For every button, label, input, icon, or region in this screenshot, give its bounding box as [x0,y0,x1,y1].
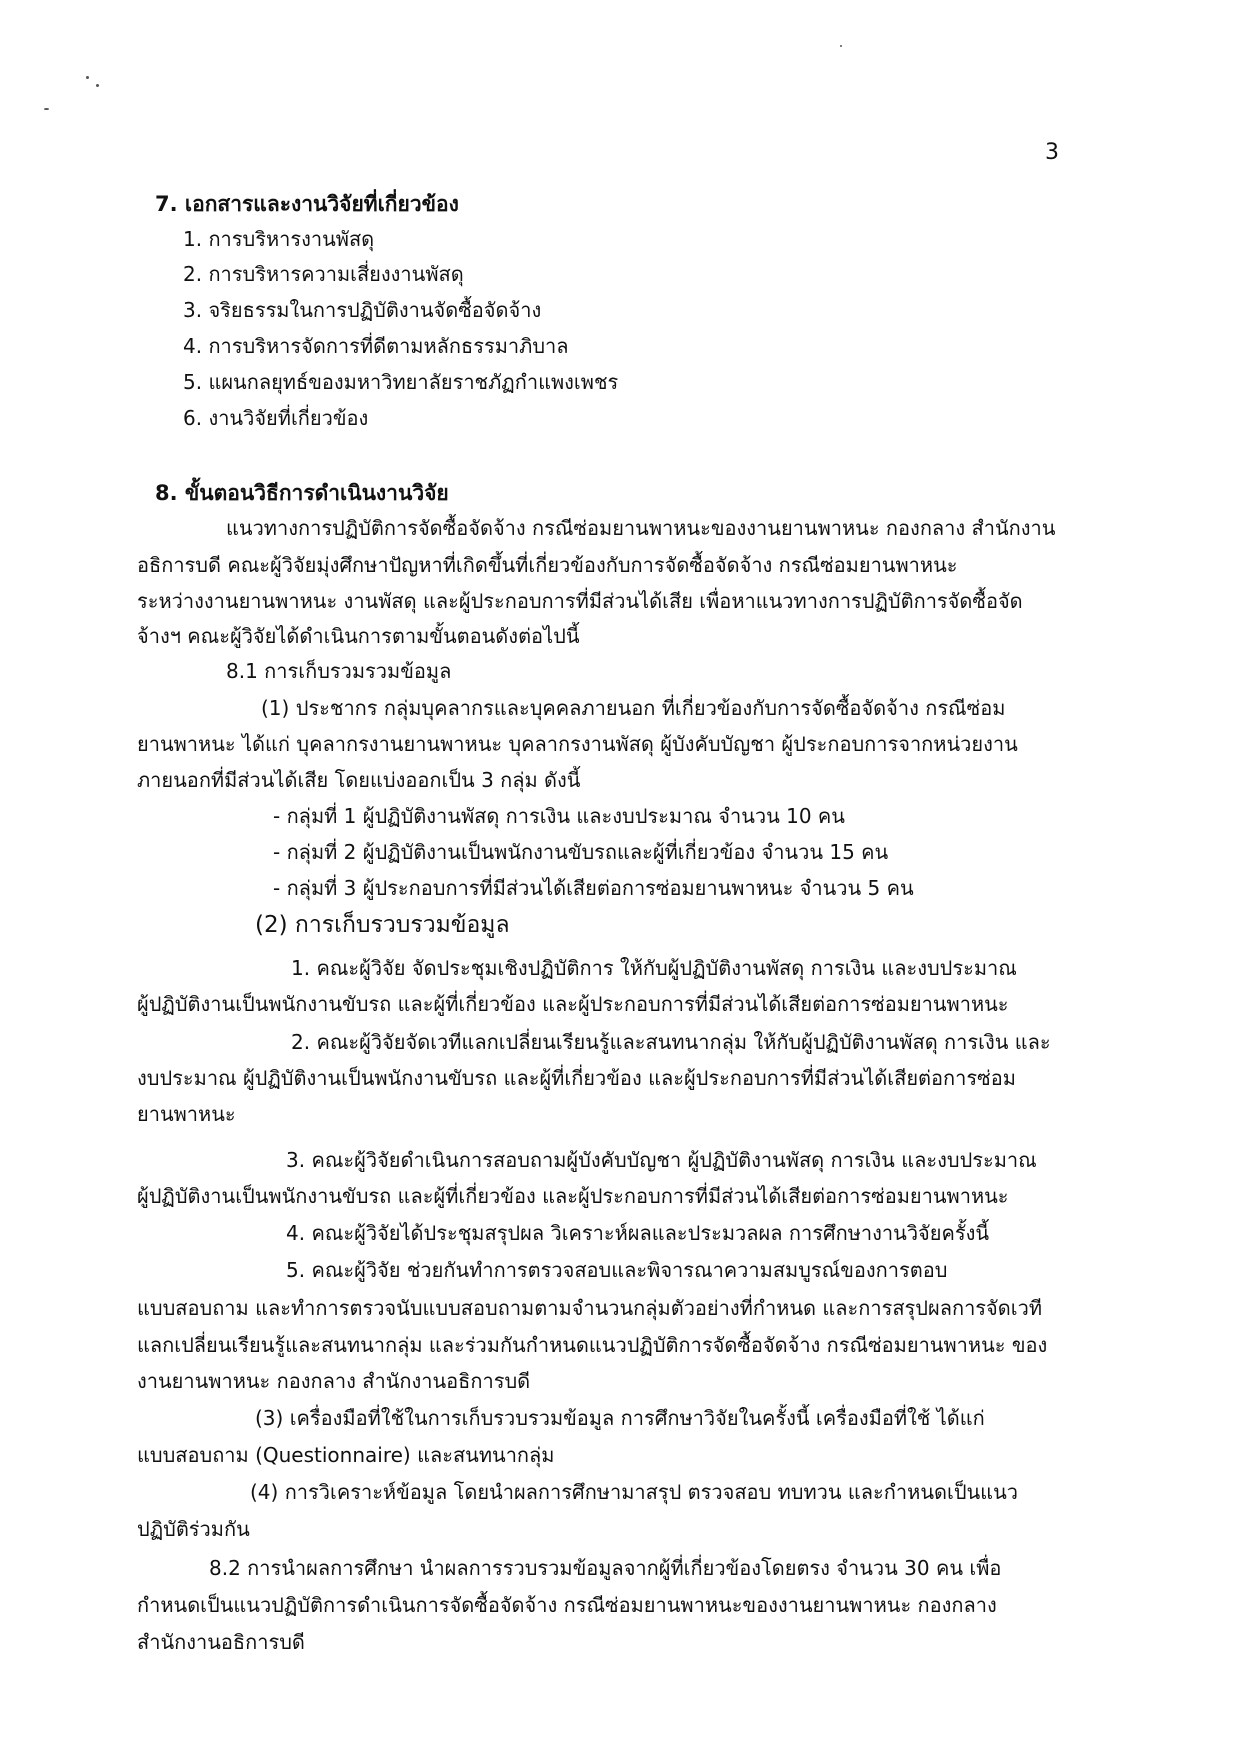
section-7-item: 3. จริยธรรมในการปฏิบัติงานจัดซื้อจัดจ้าง [183,298,542,322]
scan-speck [44,108,49,110]
data-collection-step: 3. คณะผู้วิจัยดำเนินการสอบถามผู้บังคับบัญชา ผู้ปฏิบัติงานพัสดุ การเงิน และงบประมาณ [286,1148,1037,1172]
data-collection-title: (2) การเก็บรวบรวมข้อมูล [255,912,510,938]
data-collection-step: ยานพาหนะ [137,1102,236,1126]
section-7-item: 5. แผนกลยุทธ์ของมหาวิทยาลัยราชภัฏกำแพงเพชร [183,370,619,394]
group-item: - กลุ่มที่ 3 ผู้ประกอบการที่มีส่วนได้เสียต่อการซ่อมยานพาหนะ จำนวน 5 คน [273,876,914,900]
data-collection-step: 1. คณะผู้วิจัย จัดประชุมเชิงปฏิบัติการ ให้กับผู้ปฏิบัติงานพัสดุ การเงิน และงบประมาณ [291,956,1017,980]
group-item: - กลุ่มที่ 1 ผู้ปฏิบัติงานพัสดุ การเงิน และงบประมาณ จำนวน 10 คน [273,804,845,828]
scan-speck [840,45,842,47]
scan-speck [86,76,89,79]
data-collection-step: 2. คณะผู้วิจัยจัดเวทีแลกเปลี่ยนเรียนรู้และสนทนากลุ่ม ให้กับผู้ปฏิบัติงานพัสดุ การเงิน และ [291,1030,1051,1054]
section-7-item: 6. งานวิจัยที่เกี่ยวข้อง [183,406,369,430]
group-item: - กลุ่มที่ 2 ผู้ปฏิบัติงานเป็นพนักงานขับรถและผู้ที่เกี่ยวข้อง จำนวน 15 คน [273,840,889,864]
data-collection-step: 5. คณะผู้วิจัย ช่วยกันทำการตรวจสอบและพิจารณาความสมบูรณ์ของการตอบ [286,1258,948,1282]
section-7-item: 1. การบริหารงานพัสดุ [183,227,375,251]
page-number: 3 [1045,140,1059,165]
section-7-item: 4. การบริหารจัดการที่ดีตามหลักธรรมาภิบาล [183,334,569,358]
section-8-heading: 8. ขั้นตอนวิธีการดำเนินงานวิจัย [155,481,449,505]
population-line: ภายนอกที่มีส่วนได้เสีย โดยแบ่งออกเป็น 3 กลุ่ม ดังนี้ [137,768,581,792]
data-collection-step: ผู้ปฏิบัติงานเป็นพนักงานขับรถ และผู้ที่เกี่ยวข้อง และผู้ประกอบการที่มีส่วนได้เสียต่อการซ่อมยานพาหนะ [137,1184,1009,1208]
scan-speck [96,84,99,87]
tools-line: (3) เครื่องมือที่ใช้ในการเก็บรวบรวมข้อมูล การศึกษาวิจัยในครั้งนี้ เครื่องมือที่ใช้ ได้แก่ [255,1406,985,1430]
section-8-intro-line: อธิการบดี คณะผู้วิจัยมุ่งศึกษาปัญหาที่เกิดขึ้นที่เกี่ยวข้องกับการจัดซื้อจัดจ้าง กรณีซ่อมยานพาหนะ [137,553,958,577]
subsection-8-1-title: 8.1 การเก็บรวมรวมข้อมูล [226,659,452,683]
data-collection-step: แลกเปลี่ยนเรียนรู้และสนทนากลุ่ม และร่วมกันกำหนดแนวปฏิบัติการจัดซื้อจัดจ้าง กรณีซ่อมยานพาหนะ ของ [137,1333,1048,1357]
subsection-8-2-line: กำหนดเป็นแนวปฏิบัติการดำเนินการจัดซื้อจัดจ้าง กรณีซ่อมยานพาหนะของงานยานพาหนะ กองกลาง [137,1593,997,1617]
data-collection-step: งบประมาณ ผู้ปฏิบัติงานเป็นพนักงานขับรถ และผู้ที่เกี่ยวข้อง และผู้ประกอบการที่มีส่วนได้เสียต่อการซ่อม [137,1066,1016,1090]
data-collection-step: งานยานพาหนะ กองกลาง สำนักงานอธิการบดี [137,1369,531,1393]
subsection-8-2-line: สำนักงานอธิการบดี [137,1630,305,1654]
section-8-intro-line: แนวทางการปฏิบัติการจัดซื้อจัดจ้าง กรณีซ่อมยานพาหนะของงานยานพาหนะ กองกลาง สำนักงาน [226,516,1056,540]
data-collection-step: แบบสอบถาม และทำการตรวจนับแบบสอบถามตามจำนวนกลุ่มตัวอย่างที่กำหนด และการสรุปผลการจัดเวที [137,1296,1042,1320]
section-7-item: 2. การบริหารความเสี่ยงงานพัสดุ [183,262,464,286]
section-8-intro-line: จ้างฯ คณะผู้วิจัยได้ดำเนินการตามขั้นตอนดังต่อไปนี้ [137,624,580,648]
data-collection-step: ผู้ปฏิบัติงานเป็นพนักงานขับรถ และผู้ที่เกี่ยวข้อง และผู้ประกอบการที่มีส่วนได้เสียต่อการซ่อมยานพาหนะ [137,992,1009,1016]
analysis-line: (4) การวิเคราะห์ข้อมูล โดยนำผลการศึกษามาสรุป ตรวจสอบ ทบทวน และกำหนดเป็นแนว [250,1480,1018,1504]
data-collection-step: 4. คณะผู้วิจัยได้ประชุมสรุปผล วิเคราะห์ผลและประมวลผล การศึกษางานวิจัยครั้งนี้ [286,1221,990,1245]
section-7-heading: 7. เอกสารและงานวิจัยที่เกี่ยวข้อง [155,192,459,216]
tools-line: แบบสอบถาม (Questionnaire) และสนทนากลุ่ม [137,1443,555,1467]
population-line: ยานพาหนะ ได้แก่ บุคลากรงานยานพาหนะ บุคลากรงานพัสดุ ผู้บังคับบัญชา ผู้ประกอบการจากหน่วยงาน [137,732,1018,756]
subsection-8-2-line: 8.2 การนำผลการศึกษา นำผลการรวบรวมข้อมูลจากผู้ที่เกี่ยวข้องโดยตรง จำนวน 30 คน เพื่อ [209,1556,1002,1580]
population-line: (1) ประชากร กลุ่มบุคลากรและบุคคลภายนอก ที่เกี่ยวข้องกับการจัดซื้อจัดจ้าง กรณีซ่อม [261,696,1006,720]
section-8-intro-line: ระหว่างงานยานพาหนะ งานพัสดุ และผู้ประกอบการที่มีส่วนได้เสีย เพื่อหาแนวทางการปฏิบัติการจัดซื้อจัด [137,589,1023,613]
analysis-line: ปฏิบัติร่วมกัน [137,1517,250,1541]
